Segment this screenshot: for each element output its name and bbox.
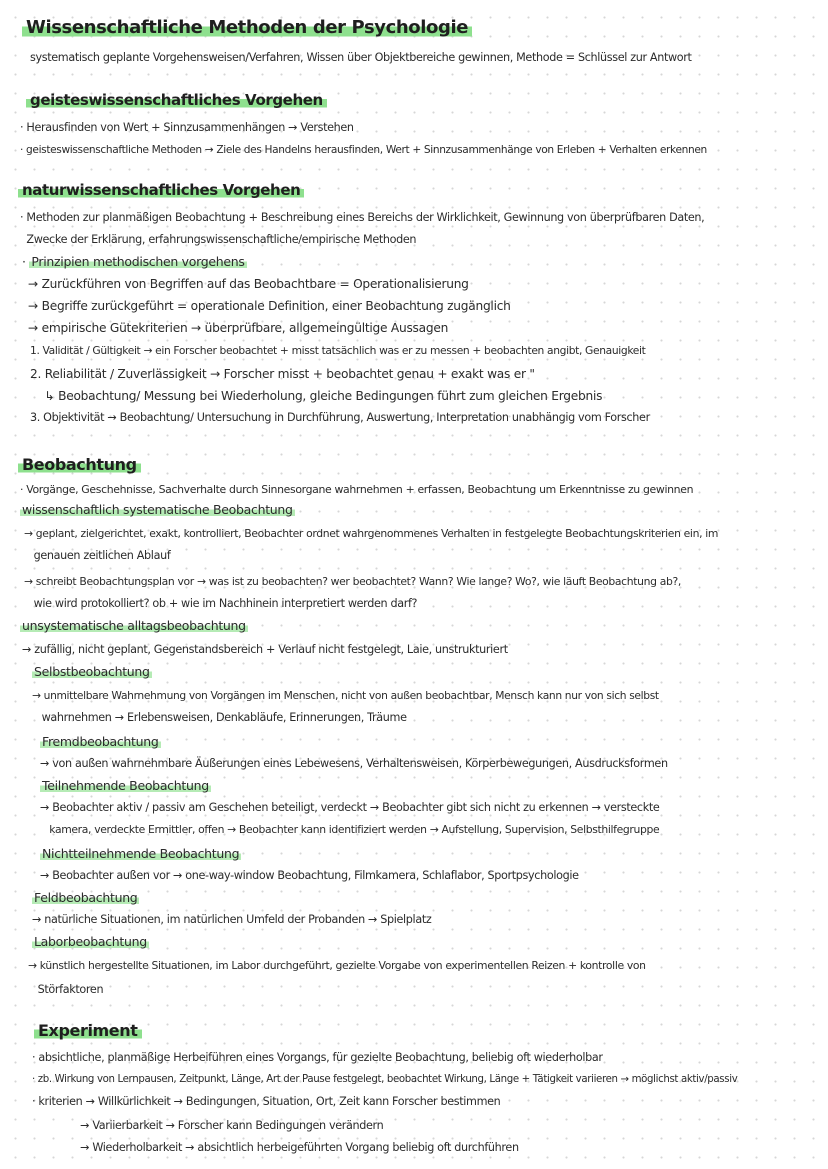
- unsys-line: → zufällig, nicht geplant, Gegenstandsbereich + Verlauf nicht festgelegt, Laie, unstrukturiert: [22, 643, 508, 656]
- nicht-heading: [40, 846, 241, 862]
- sys-line-4: wie wird protokolliert? ob + wie im Nachhinein interpretiert werden darf?: [24, 597, 418, 610]
- teil-line-2: kamera, verdeckte Ermittler, offen → Beobachter kann identifiziert werden → Aufstellung, Supervision, Selbsthilfegruppe: [40, 823, 660, 836]
- labor-line-1: → künstlich hergestellte Situationen, im Labor durchgeführt, gezielte Vorgabe von experimentellen Reizen + kontrolle von: [28, 959, 646, 972]
- teil-heading: [40, 778, 211, 794]
- feld-heading-text: Feldbeobachtung: [34, 890, 138, 905]
- geist-line-1: · Herausfinden von Wert + Sinnzusammenhängen → Verstehen: [20, 121, 354, 134]
- sys-heading: [20, 502, 295, 518]
- selbst-heading-text: Selbstbeobachtung: [34, 664, 150, 679]
- geist-heading: [26, 90, 327, 110]
- teil-line-1: → Beobachter aktiv / passiv am Geschehen beteiligt, verdeckt → Beobachter gibt sich nicht zu erkennen → versteckte: [40, 801, 660, 814]
- nicht-heading-text: Nichtteilnehmende Beobachtung: [42, 846, 240, 861]
- principle-2: → Begriffe zurückgeführt = operationale Definition, einer Beobachtung zugänglich: [28, 299, 511, 313]
- teil-heading-text: Teilnehmende Beobachtung: [42, 778, 209, 793]
- labor-line-2: Störfaktoren: [28, 983, 104, 996]
- principle-5: 2. Reliabilität / Zuverlässigkeit → Forscher misst + beobachtet genau + exakt was er ": [30, 367, 535, 381]
- exp-line-1: · absichtliche, planmäßige Herbeiführen eines Vorgangs, für gezielte Beobachtung, beliebig oft wiederholbar: [32, 1051, 603, 1064]
- principle-4: 1. Validität / Gültigkeit → ein Forscher beobachtet + misst tatsächlich was er zu messen + beobachten angibt, Genauigkeit: [30, 344, 646, 357]
- sys-line-3: → schreibt Beobachtungsplan vor → was ist zu beobachten? wer beobachtet? Wann? Wie lange? Wo?, wie läuft Beobachtung ab?,: [24, 575, 681, 588]
- principle-6: ↳ Beobachtung/ Messung bei Wiederholung, gleiche Bedingungen führt zum gleichen Ergebnis: [30, 389, 603, 403]
- page-title: [22, 16, 472, 40]
- exp-heading: [34, 1020, 142, 1042]
- principle-7: 3. Objektivität → Beobachtung/ Untersuchung in Durchführung, Auswertung, Interpretation unabhängig vom Forscher: [30, 411, 650, 424]
- exp-line-3: · kriterien → Willkürlichkeit → Bedingungen, Situation, Ort, Zeit kann Forscher bestimmen: [32, 1095, 501, 1108]
- beob-heading-text: Beobachtung: [18, 455, 141, 474]
- unsys-heading: [20, 618, 248, 634]
- natur-line-2: Zwecke der Erklärung, erfahrungswissenschaftliche/empirische Methoden: [20, 233, 417, 246]
- nicht-line: → Beobachter außen vor → one-way-window Beobachtung, Filmkamera, Schlaflabor, Sportpsychologie: [40, 869, 579, 882]
- principle-1: → Zurückführen von Begriffen auf das Beobachtbare = Operationalisierung: [28, 277, 469, 291]
- natur-heading-text: naturwissenschaftliches Vorgehen: [18, 181, 304, 199]
- natur-heading: [18, 180, 304, 200]
- sys-line-1: → geplant, zielgerichtet, exakt, kontrolliert, Beobachter ordnet wahrgenommenes Verhalten in festgelegte Beobachtungskriterien ein, im: [24, 527, 719, 540]
- sys-heading-text: wissenschaftlich systematische Beobachtung: [22, 502, 293, 517]
- feld-line: → natürliche Situationen, im natürlichen Umfeld der Probanden → Spielplatz: [32, 913, 432, 926]
- principles-heading: [22, 254, 247, 270]
- principles-bullet: ·: [22, 254, 30, 269]
- feld-heading: [32, 890, 139, 906]
- labor-heading: [32, 934, 149, 950]
- intro-line: systematisch geplante Vorgehensweisen/Verfahren, Wissen über Objektbereiche gewinnen, Methode = Schlüssel zur Antwort: [30, 51, 692, 64]
- unsys-heading-text: unsystematische alltagsbeobachtung: [22, 618, 246, 633]
- exp-heading-text: Experiment: [34, 1021, 142, 1040]
- selbst-line-2: wahrnehmen → Erlebensweisen, Denkabläufe, Erinnerungen, Träume: [32, 711, 407, 724]
- principles-heading-text: Prinzipien methodischen vorgehens: [31, 254, 245, 269]
- fremd-heading-text: Fremdbeobachtung: [42, 734, 159, 749]
- fremd-line: → von außen wahrnehmbare Äußerungen eines Lebewesens, Verhaltensweisen, Körperbewegungen, Ausdrucksformen: [40, 757, 668, 770]
- selbst-line-1: → unmittelbare Wahrnehmung von Vorgängen im Menschen, nicht von außen beobachtbar, Mensch kann nur von sich selbst: [32, 689, 659, 702]
- page-title-text: Wissenschaftliche Methoden der Psychologie: [22, 17, 472, 38]
- beob-line-1: · Vorgänge, Geschehnisse, Sachverhalte durch Sinnesorgane wahrnehmen + erfassen, Beobachtung um Erkenntnisse zu gewinnen: [20, 483, 694, 496]
- geist-line-2: · geisteswissenschaftliche Methoden → Ziele des Handelns herausfinden, Wert + Sinnzusammenhänge von Erleben + Verhalten erkennen: [20, 144, 707, 156]
- exp-line-4: → Variierbarkeit → Forscher kann Bedingungen verändern: [32, 1119, 384, 1132]
- selbst-heading: [32, 664, 152, 680]
- exp-line-2: · zb. Wirkung von Lernpausen, Zeitpunkt, Länge, Art der Pause festgelegt, beobachtet Wirkung, Länge + Tätigkeit variieren → möglichst aktiv/passiv: [32, 1074, 738, 1085]
- geist-heading-text: geisteswissenschaftliches Vorgehen: [26, 91, 327, 109]
- labor-heading-text: Laborbeobachtung: [34, 934, 147, 949]
- fremd-heading: [40, 734, 161, 750]
- exp-line-5: → Wiederholbarkeit → absichtlich herbeigeführten Vorgang beliebig oft durchführen: [32, 1141, 519, 1154]
- sys-line-2: genauen zeitlichen Ablauf: [24, 549, 171, 562]
- beob-heading: [18, 454, 141, 476]
- natur-line-1: · Methoden zur planmäßigen Beobachtung + Beschreibung eines Bereichs der Wirklichkeit, Gewinnung von überprüfbaren Daten,: [20, 211, 705, 224]
- principle-3: → empirische Gütekriterien → überprüfbare, allgemeingültige Aussagen: [28, 321, 449, 335]
